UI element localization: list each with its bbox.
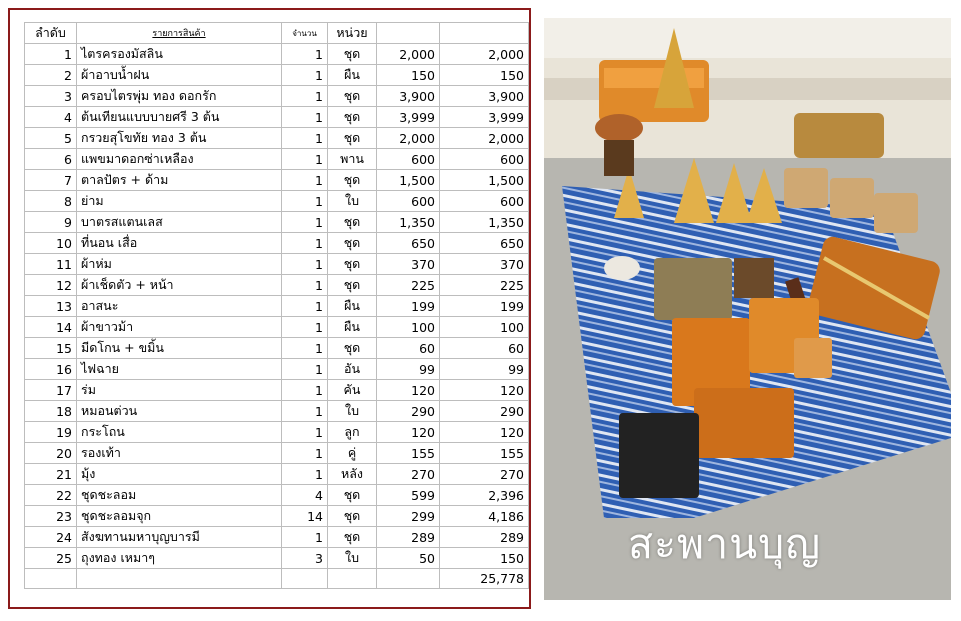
cell-name: ไตรครองมัสลิน <box>77 44 282 65</box>
gold-bags-cluster <box>794 113 884 158</box>
cell-no: 22 <box>25 485 77 506</box>
cell-unit: ลูก <box>328 422 377 443</box>
cell-total: 290 <box>440 401 529 422</box>
cell-total: 100 <box>440 317 529 338</box>
cell-qty: 1 <box>282 401 328 422</box>
cell-no: 12 <box>25 275 77 296</box>
cell-unit: ชุด <box>328 233 377 254</box>
cell-total: 1,350 <box>440 212 529 233</box>
cell-no: 17 <box>25 380 77 401</box>
cell-total: 120 <box>440 380 529 401</box>
cell-name: หมอนต่วน <box>77 401 282 422</box>
total-row-blank-price <box>377 569 440 589</box>
cell-total: 60 <box>440 338 529 359</box>
cell-no: 18 <box>25 401 77 422</box>
table-row <box>25 44 529 65</box>
header-unit: หน่วย <box>328 23 377 44</box>
table-row <box>25 107 529 128</box>
cell-price: 225 <box>377 275 440 296</box>
total-row <box>25 569 529 589</box>
table-row <box>25 527 529 548</box>
cell-unit: พาน <box>328 149 377 170</box>
cell-name: แพขมาดอกซ่าเหลือง <box>77 149 282 170</box>
photo-caption: สะพานบุญ <box>628 520 822 568</box>
table-row <box>25 191 529 212</box>
cell-price: 290 <box>377 401 440 422</box>
cell-name: ตาลปัตร + ด้าม <box>77 170 282 191</box>
total-row-blank-name <box>77 569 282 589</box>
cell-no: 11 <box>25 254 77 275</box>
cell-no: 1 <box>25 44 77 65</box>
cell-no: 24 <box>25 527 77 548</box>
alms-bowl <box>595 114 643 142</box>
cell-no: 14 <box>25 317 77 338</box>
patterned-box <box>734 258 774 298</box>
cell-name: ผ้าขาวม้า <box>77 317 282 338</box>
cell-no: 13 <box>25 296 77 317</box>
cell-qty: 1 <box>282 170 328 191</box>
cell-name: ครอบไตรพุ่ม ทอง ดอกรัก <box>77 86 282 107</box>
cell-name: ถุงทอง เหมาๆ <box>77 548 282 569</box>
cell-name: ชุดชะลอมจุก <box>77 506 282 527</box>
cell-price: 199 <box>377 296 440 317</box>
cell-total: 225 <box>440 275 529 296</box>
cell-no: 23 <box>25 506 77 527</box>
cell-no: 7 <box>25 170 77 191</box>
cell-price: 2,000 <box>377 128 440 149</box>
table-row <box>25 422 529 443</box>
background-shelf <box>544 18 951 58</box>
cell-price: 155 <box>377 443 440 464</box>
cell-name: มุ้ง <box>77 464 282 485</box>
cell-name: อาสนะ <box>77 296 282 317</box>
cell-name: สังฆทานมหาบุญบารมี <box>77 527 282 548</box>
cell-qty: 3 <box>282 548 328 569</box>
cell-name: ต้นเทียนแบบบายศรี 3 ต้น <box>77 107 282 128</box>
table-row <box>25 464 529 485</box>
cell-total: 150 <box>440 65 529 86</box>
cell-name: ที่นอน เสื่อ <box>77 233 282 254</box>
cell-price: 150 <box>377 65 440 86</box>
cell-no: 19 <box>25 422 77 443</box>
cell-total: 3,999 <box>440 107 529 128</box>
table-header-row <box>25 23 529 44</box>
cell-total: 2,396 <box>440 485 529 506</box>
cell-unit: คู่ <box>328 443 377 464</box>
robe-fold <box>604 68 704 88</box>
header-qty: จำนวน <box>282 23 328 44</box>
table-row <box>25 233 529 254</box>
cell-price: 299 <box>377 506 440 527</box>
table-row <box>25 65 529 86</box>
cell-total: 99 <box>440 359 529 380</box>
cell-qty: 1 <box>282 275 328 296</box>
cell-qty: 4 <box>282 485 328 506</box>
cell-name: ผ้าเช็ดตัว + หน้า <box>77 275 282 296</box>
cell-qty: 1 <box>282 317 328 338</box>
saffron-cloth-4 <box>694 388 794 458</box>
cell-qty: 1 <box>282 443 328 464</box>
cell-no: 4 <box>25 107 77 128</box>
table-row <box>25 443 529 464</box>
cell-no: 16 <box>25 359 77 380</box>
cell-total: 3,900 <box>440 86 529 107</box>
table-row <box>25 86 529 107</box>
cell-unit: อัน <box>328 359 377 380</box>
cell-no: 9 <box>25 212 77 233</box>
cell-price: 370 <box>377 254 440 275</box>
cell-no: 15 <box>25 338 77 359</box>
bowl-stand <box>604 140 634 176</box>
cell-unit: ชุด <box>328 485 377 506</box>
cell-name: ผ้าห่ม <box>77 254 282 275</box>
cell-unit: ชุด <box>328 86 377 107</box>
table-row <box>25 296 529 317</box>
cell-no: 5 <box>25 128 77 149</box>
table-row <box>25 149 529 170</box>
header-name: รายการสินค้า <box>77 23 282 44</box>
cell-total: 155 <box>440 443 529 464</box>
cell-price: 50 <box>377 548 440 569</box>
table-row <box>25 359 529 380</box>
saffron-cloth-3 <box>794 338 832 378</box>
cell-name: ชุดชะลอม <box>77 485 282 506</box>
cell-price: 120 <box>377 380 440 401</box>
cell-price: 600 <box>377 191 440 212</box>
cell-no: 25 <box>25 548 77 569</box>
cell-price: 3,900 <box>377 86 440 107</box>
cell-total: 370 <box>440 254 529 275</box>
table-row <box>25 506 529 527</box>
cell-unit: ชุด <box>328 212 377 233</box>
table-row <box>25 317 529 338</box>
cell-qty: 1 <box>282 527 328 548</box>
cell-total: 1,500 <box>440 170 529 191</box>
cell-name: ผ้าอาบน้ำฝน <box>77 65 282 86</box>
header-total <box>440 23 529 44</box>
item-rows <box>25 44 529 569</box>
cell-name: ร่ม <box>77 380 282 401</box>
cell-unit: ชุด <box>328 338 377 359</box>
cell-unit: ผืน <box>328 65 377 86</box>
cell-name: มีดโกน + ขมิ้น <box>77 338 282 359</box>
cell-total: 2,000 <box>440 44 529 65</box>
cell-qty: 1 <box>282 296 328 317</box>
cell-qty: 1 <box>282 233 328 254</box>
cell-qty: 1 <box>282 422 328 443</box>
cell-unit: หลัง <box>328 464 377 485</box>
total-row-blank-unit <box>328 569 377 589</box>
cell-unit: ใบ <box>328 548 377 569</box>
cell-name: บาตรสแตนเลส <box>77 212 282 233</box>
cell-unit: ชุด <box>328 107 377 128</box>
cell-unit: คัน <box>328 380 377 401</box>
cell-qty: 1 <box>282 149 328 170</box>
item-table <box>24 22 529 589</box>
cell-unit: ชุด <box>328 527 377 548</box>
cell-name: รองเท้า <box>77 443 282 464</box>
grand-total: 25,778 <box>440 569 529 589</box>
table-row <box>25 254 529 275</box>
cell-price: 650 <box>377 233 440 254</box>
cell-name: ไฟฉาย <box>77 359 282 380</box>
cell-total: 600 <box>440 149 529 170</box>
cell-qty: 1 <box>282 191 328 212</box>
cell-total: 150 <box>440 548 529 569</box>
cell-price: 120 <box>377 422 440 443</box>
cell-price: 3,999 <box>377 107 440 128</box>
cell-price: 2,000 <box>377 44 440 65</box>
total-row-blank-qty <box>282 569 328 589</box>
header-price <box>377 23 440 44</box>
table-row <box>25 170 529 191</box>
cell-no: 6 <box>25 149 77 170</box>
cell-unit: ชุด <box>328 254 377 275</box>
cell-unit: ชุด <box>328 44 377 65</box>
table-row <box>25 401 529 422</box>
cell-qty: 14 <box>282 506 328 527</box>
cell-qty: 1 <box>282 254 328 275</box>
table-row <box>25 128 529 149</box>
table-row <box>25 212 529 233</box>
table-row <box>25 338 529 359</box>
total-row-blank-no <box>25 569 77 589</box>
cell-qty: 1 <box>282 86 328 107</box>
cell-total: 270 <box>440 464 529 485</box>
cell-total: 4,186 <box>440 506 529 527</box>
cell-total: 120 <box>440 422 529 443</box>
cell-unit: ผืน <box>328 317 377 338</box>
cell-no: 21 <box>25 464 77 485</box>
cell-name: กรวยสุโขทัย ทอง 3 ต้น <box>77 128 282 149</box>
cell-qty: 1 <box>282 128 328 149</box>
basket-1 <box>784 168 828 208</box>
cell-price: 100 <box>377 317 440 338</box>
cell-no: 20 <box>25 443 77 464</box>
black-flipflops-bag <box>619 413 699 498</box>
cell-price: 1,500 <box>377 170 440 191</box>
cell-no: 8 <box>25 191 77 212</box>
cell-unit: ชุด <box>328 170 377 191</box>
cell-price: 599 <box>377 485 440 506</box>
white-bowl <box>604 256 640 280</box>
cell-total: 2,000 <box>440 128 529 149</box>
basket-2 <box>830 178 874 218</box>
table-row <box>25 380 529 401</box>
cell-qty: 1 <box>282 212 328 233</box>
table-row <box>25 548 529 569</box>
table-row <box>25 275 529 296</box>
cell-total: 600 <box>440 191 529 212</box>
table-row <box>25 485 529 506</box>
cell-unit: ใบ <box>328 401 377 422</box>
cell-price: 99 <box>377 359 440 380</box>
cell-unit: ชุด <box>328 506 377 527</box>
cell-no: 3 <box>25 86 77 107</box>
cell-qty: 1 <box>282 44 328 65</box>
cell-price: 289 <box>377 527 440 548</box>
cell-price: 600 <box>377 149 440 170</box>
cell-total: 199 <box>440 296 529 317</box>
header-no: ลำดับ <box>25 23 77 44</box>
cell-name: กระโถน <box>77 422 282 443</box>
cell-price: 270 <box>377 464 440 485</box>
product-photo <box>544 18 951 600</box>
cell-total: 289 <box>440 527 529 548</box>
cell-unit: ชุด <box>328 275 377 296</box>
cell-name: ย่าม <box>77 191 282 212</box>
cell-qty: 1 <box>282 338 328 359</box>
item-list-frame <box>8 8 531 609</box>
cell-qty: 1 <box>282 65 328 86</box>
cell-qty: 1 <box>282 107 328 128</box>
cell-qty: 1 <box>282 464 328 485</box>
cell-unit: ใบ <box>328 191 377 212</box>
cell-qty: 1 <box>282 359 328 380</box>
cell-no: 10 <box>25 233 77 254</box>
reed-mat <box>654 258 732 320</box>
cell-unit: ผืน <box>328 296 377 317</box>
basket-3 <box>874 193 918 233</box>
cell-price: 60 <box>377 338 440 359</box>
cell-total: 650 <box>440 233 529 254</box>
cell-qty: 1 <box>282 380 328 401</box>
cell-no: 2 <box>25 65 77 86</box>
cell-price: 1,350 <box>377 212 440 233</box>
cell-unit: ชุด <box>328 128 377 149</box>
